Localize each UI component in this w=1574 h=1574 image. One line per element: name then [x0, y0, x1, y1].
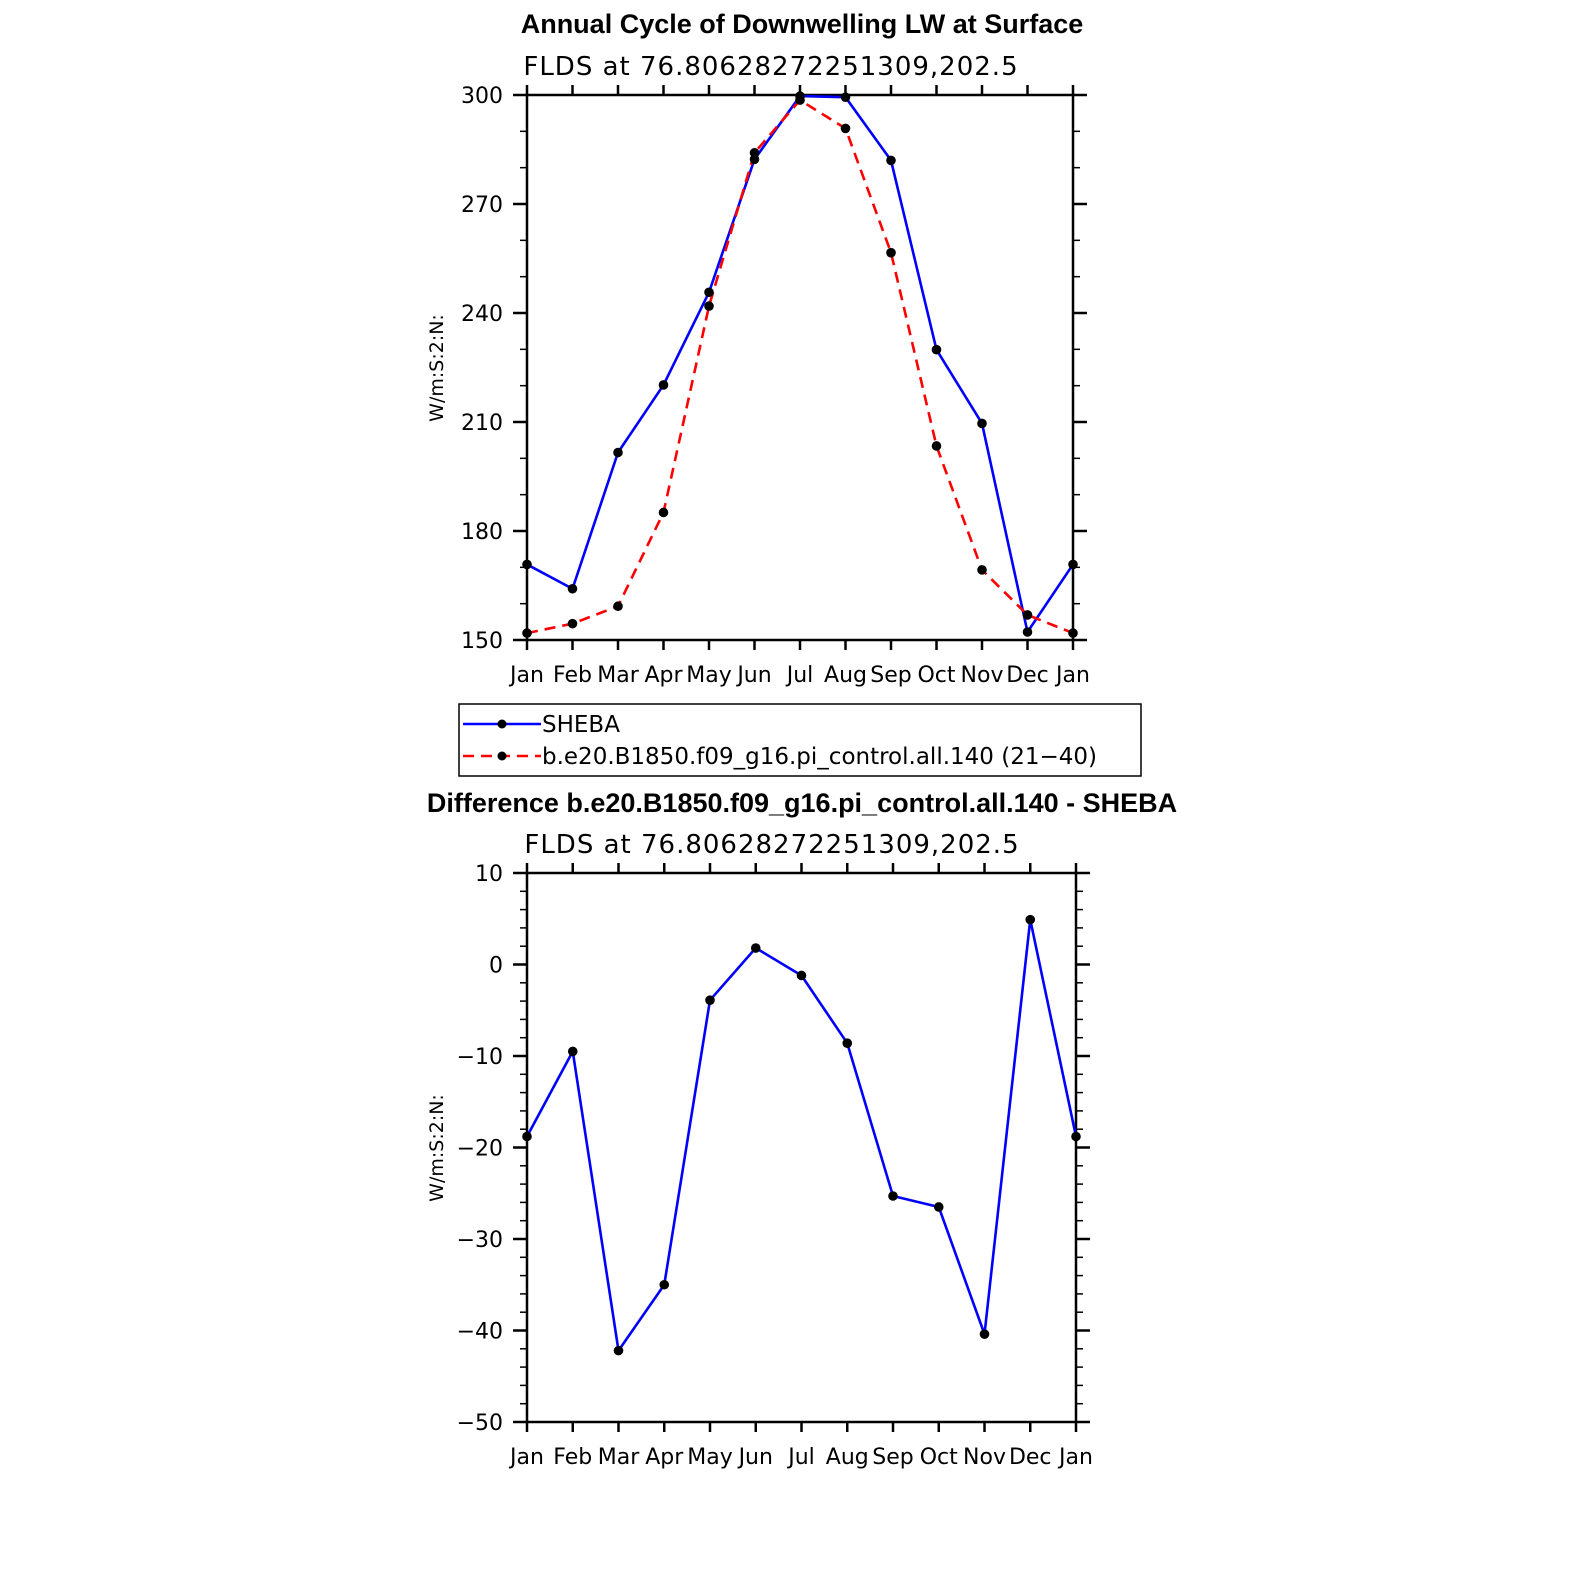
x-tick-label: Oct: [919, 1445, 958, 1470]
x-tick-label: Sep: [872, 1445, 914, 1470]
data-point-series-0: [522, 1132, 532, 1142]
data-point-series-1: [886, 248, 896, 258]
legend-entry-model: [463, 744, 1097, 770]
x-tick-label: Jul: [788, 1445, 815, 1470]
y-tick-label: −20: [456, 1136, 503, 1162]
data-point-series-1: [932, 441, 942, 451]
data-point-series-0: [705, 995, 715, 1005]
data-point-series-0: [659, 1280, 669, 1290]
data-point-series-1: [977, 565, 987, 575]
x-tick-label: Apr: [644, 663, 683, 688]
legend-marker-sheba: [498, 720, 507, 729]
data-point-series-0: [751, 943, 761, 953]
y-tick-label: −10: [456, 1045, 503, 1070]
data-point-series-0: [704, 287, 714, 297]
y-tick-label: 0: [489, 953, 503, 979]
data-point-series-1: [568, 619, 578, 629]
data-point-series-1: [704, 301, 714, 311]
y-tick-label: 180: [461, 520, 503, 545]
plot-area: [457, 862, 1093, 1470]
x-tick-label: Jan: [1059, 1445, 1093, 1470]
y-axis-label: W/m:S:2:N:: [426, 1094, 448, 1202]
chart-subtitle: FLDS at 76.80628272251309,202.5: [524, 830, 1020, 860]
data-point-series-0: [886, 156, 896, 166]
x-tick-label: Feb: [553, 663, 592, 688]
data-point-series-0: [932, 345, 942, 355]
y-tick-label: 10: [475, 862, 503, 887]
legend-marker-model: [498, 752, 507, 761]
x-tick-label: Jan: [510, 1445, 544, 1470]
x-tick-label: Jun: [738, 1445, 773, 1470]
annual-cycle-panel: [426, 9, 1090, 688]
data-point-series-1: [841, 124, 851, 134]
plot-frame: [527, 873, 1076, 1422]
y-tick-label: −50: [456, 1411, 503, 1436]
x-tick-label: Dec: [1008, 1445, 1052, 1470]
data-point-series-1: [613, 601, 623, 611]
x-tick-label: Nov: [963, 1445, 1006, 1470]
x-tick-label: Oct: [917, 663, 956, 688]
x-tick-label: Dec: [1006, 663, 1049, 688]
x-tick-label: Aug: [825, 1445, 869, 1470]
data-point-series-0: [842, 1038, 852, 1048]
x-tick-label: Mar: [597, 663, 639, 688]
data-point-series-0: [841, 92, 851, 102]
x-tick-label: Apr: [645, 1445, 684, 1470]
y-tick-label: −30: [456, 1228, 503, 1253]
x-tick-label: Mar: [597, 1445, 640, 1470]
plot-area: [461, 84, 1090, 688]
difference-panel: [426, 788, 1177, 1470]
x-tick-label: Sep: [870, 663, 912, 688]
data-point-series-0: [1071, 1132, 1081, 1142]
y-tick-label: −40: [456, 1319, 503, 1345]
data-point-series-0: [980, 1329, 990, 1339]
data-point-series-0: [934, 1202, 944, 1212]
data-point-series-1: [1068, 628, 1078, 638]
data-point-series-0: [1023, 627, 1033, 637]
series-line-0: [527, 96, 1073, 632]
legend-label-sheba: SHEBA: [542, 712, 620, 738]
data-point-series-0: [888, 1191, 898, 1201]
data-point-series-1: [750, 148, 760, 158]
y-tick-label: 300: [461, 84, 503, 109]
x-tick-label: May: [686, 663, 732, 688]
data-point-series-1: [1023, 610, 1033, 620]
chart-subtitle: FLDS at 76.80628272251309,202.5: [523, 52, 1019, 82]
data-point-series-0: [797, 971, 807, 981]
y-tick-label: 210: [461, 411, 503, 436]
data-point-series-0: [659, 380, 669, 390]
data-point-series-0: [1068, 560, 1078, 570]
x-tick-label: Jan: [1056, 663, 1090, 688]
data-point-series-0: [522, 560, 532, 570]
legend: [459, 704, 1141, 776]
data-point-series-0: [977, 419, 987, 429]
series-line-0: [527, 920, 1076, 1351]
data-point-series-1: [795, 95, 805, 105]
y-axis-label: W/m:S:2:N:: [426, 314, 448, 422]
plot-frame: [527, 95, 1073, 640]
data-point-series-0: [568, 584, 578, 594]
y-tick-label: 150: [461, 629, 503, 654]
data-point-series-1: [659, 508, 669, 518]
data-point-series-0: [613, 448, 623, 458]
data-point-series-0: [568, 1047, 578, 1057]
x-tick-label: Nov: [960, 663, 1004, 688]
chart-title: Difference b.e20.B1850.f09_g16.pi_control.all.140 - SHEBA: [426, 788, 1178, 818]
x-tick-label: Feb: [553, 1445, 593, 1470]
x-tick-label: Jul: [786, 663, 814, 688]
data-point-series-0: [1025, 915, 1035, 925]
data-point-series-0: [614, 1346, 624, 1356]
x-tick-label: Jan: [510, 663, 544, 688]
x-tick-label: Jun: [737, 663, 772, 688]
series-line-1: [527, 100, 1073, 633]
x-tick-label: May: [687, 1445, 733, 1470]
y-tick-label: 240: [461, 302, 503, 327]
chart-title: Annual Cycle of Downwelling LW at Surface: [520, 9, 1084, 39]
x-tick-label: Aug: [824, 663, 867, 688]
y-tick-label: 270: [461, 193, 503, 218]
legend-label-model: b.e20.B1850.f09_g16.pi_control.all.140 (21−40): [542, 744, 1097, 770]
data-point-series-1: [522, 628, 532, 638]
